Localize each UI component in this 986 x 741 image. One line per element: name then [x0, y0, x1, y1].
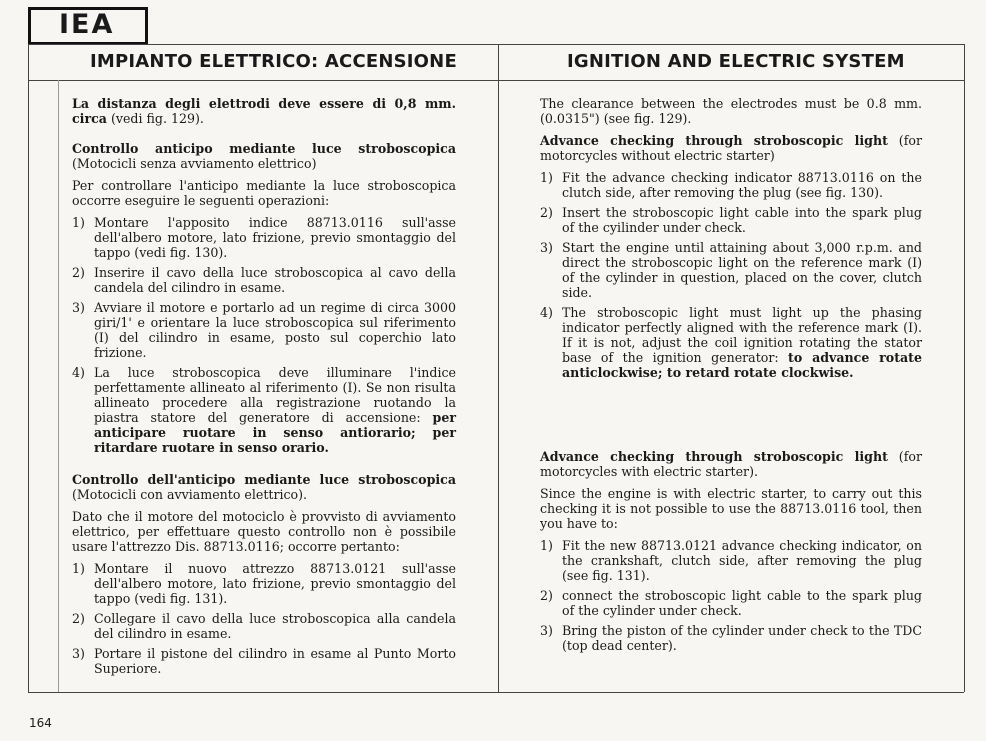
list-item: [540, 623, 922, 653]
left-section2-list: [72, 561, 456, 676]
list-text: Insert the stroboscopic light cable into the spark plug of the cyilinder under check.: [562, 205, 922, 235]
list-number: 1): [72, 561, 85, 576]
left-text-margin-line: [58, 80, 59, 692]
left-section1-title-bold: Controllo anticipo mediante luce stroboscopica: [72, 141, 456, 156]
frame-left: [28, 44, 29, 692]
list-item: [72, 215, 456, 260]
list-number: 2): [72, 611, 85, 626]
list-text: connect the stroboscopic light cable to the spark plug of the cylinder under check.: [562, 588, 922, 618]
list-number: 3): [72, 300, 85, 315]
list-text: Portare il pistone del cilindro in esame al Punto Morto Superiore.: [94, 646, 456, 676]
left-section2-paragraph: Dato che il motore del motociclo è provvisto di avviamento elettrico, per effettuare questo controllo non è possibile usare l'attrezzo Dis. 88713.0116; occorre pertanto:: [72, 509, 456, 554]
list-text: Avviare il motore e portarlo ad un regime di circa 3000 giri/1' e orientare la luce stroboscopica sul riferimento (I) del cilindro in esame, posto sul coperchio lato frizione.: [94, 300, 456, 360]
left-intro: [72, 96, 456, 126]
list-text-bold: to advance rotate anticlockwise; to retard rotate clockwise.: [562, 350, 923, 380]
left-intro-rest: (vedi fig. 129).: [110, 111, 204, 126]
right-section2-title-bold: Advance checking through stroboscopic light: [540, 449, 888, 464]
list-text: Fit the advance checking indicator 88713.0116 on the clutch side, after removing the plug (see fig. 130).: [562, 170, 922, 200]
list-number: 2): [540, 205, 553, 220]
list-item: [540, 240, 922, 300]
list-number: 3): [540, 623, 553, 638]
list-item: [540, 170, 922, 200]
list-text: The stroboscopic light must light up the phasing indicator perfectly aligned with the reference mark (I). If it is not, adjust the coil ignition rotating the stator base of the ignition generator:: [562, 305, 922, 365]
list-item: [72, 300, 456, 360]
left-section1-paragraph: Per controllare l'anticipo mediante la luce stroboscopica occorre eseguire le seguenti operazioni:: [72, 178, 456, 208]
list-number: 2): [540, 588, 553, 603]
column-divider: [498, 44, 499, 692]
right-section1-list: [540, 170, 922, 380]
left-section2-title: [72, 472, 456, 502]
right-section1-subtitle: (for motorcycles without electric starter): [540, 133, 922, 163]
list-item: [540, 305, 922, 380]
list-number: 2): [72, 265, 85, 280]
list-item: [72, 265, 456, 295]
left-column: [72, 96, 456, 683]
list-text: Bring the piston of the cylinder under check to the TDC (top dead center).: [562, 623, 922, 653]
right-section1-title: [540, 133, 922, 163]
list-number: 1): [540, 170, 553, 185]
left-section2-title-bold: Controllo dell'anticipo mediante luce stroboscopica: [72, 472, 456, 487]
list-text-bold: per anticipare ruotare in senso antiorario; per ritardare ruotare in senso orario.: [94, 410, 456, 455]
list-item: [540, 205, 922, 235]
right-section1-title-bold: Advance checking through stroboscopic light: [540, 133, 888, 148]
left-section2-subtitle: (Motocicli con avviamento elettrico).: [72, 487, 308, 502]
list-text: Fit the new 88713.0121 advance checking indicator, on the crankshaft, clutch side, after removing the plug (see fig. 131).: [562, 538, 922, 583]
left-section-heading: IMPIANTO ELETTRICO: ACCENSIONE: [90, 51, 457, 72]
right-section-heading: IGNITION AND ELECTRIC SYSTEM: [567, 51, 905, 72]
list-item: [540, 588, 922, 618]
list-item: [72, 365, 456, 455]
list-text: La luce stroboscopica deve illuminare l'indice perfettamente allineato al riferimento (I). Se non risulta allineato procedere alla registrazione ruotando la piastra statore del generatore di accensione:: [94, 365, 456, 425]
list-number: 3): [72, 646, 85, 661]
list-item: [540, 538, 922, 583]
list-text: Montare l'apposito indice 88713.0116 sull'asse dell'albero motore, lato frizione, previo smontaggio del tappo (vedi fig. 130).: [94, 215, 456, 260]
iea-logo: IEA: [28, 7, 148, 45]
left-section1-title: [72, 141, 456, 171]
list-number: 4): [72, 365, 85, 380]
right-intro: The clearance between the electrodes must be 0.8 mm. (0.0315") (see fig. 129).: [540, 96, 922, 126]
header-rule: [28, 80, 964, 81]
list-number: 1): [540, 538, 553, 553]
right-column: [540, 96, 922, 660]
list-text: Collegare il cavo della luce stroboscopica alla candela del cilindro in esame.: [94, 611, 456, 641]
list-item: [72, 561, 456, 606]
list-text: Start the engine until attaining about 3,000 r.p.m. and direct the stroboscopic light on the reference mark (I) of the cylinder in question, placed on the cover, clutch side.: [562, 240, 922, 300]
right-section2-paragraph: Since the engine is with electric starter, to carry out this checking it is not possible to use the 88713.0116 tool, then you have to:: [540, 486, 922, 531]
list-item: [72, 646, 456, 676]
bottom-rule: [28, 692, 964, 693]
list-text: Montare il nuovo attrezzo 88713.0121 sull'asse dell'albero motore, lato frizione, previo smontaggio del tappo (vedi fig. 131).: [94, 561, 456, 606]
list-item: [72, 611, 456, 641]
left-section1-subtitle: (Motocicli senza avviamento elettrico): [72, 156, 317, 171]
list-number: 1): [72, 215, 85, 230]
list-number: 4): [540, 305, 553, 320]
right-section2-subtitle: (for motorcycles with electric starter).: [540, 449, 922, 479]
left-section1-list: [72, 215, 456, 455]
left-intro-bold: La distanza degli elettrodi deve essere di 0,8 mm. circa: [72, 96, 456, 126]
right-section2-title: [540, 449, 922, 479]
right-section2-list: [540, 538, 922, 653]
list-text: Inserire il cavo della luce stroboscopica al cavo della candela del cilindro in esame.: [94, 265, 456, 295]
list-number: 3): [540, 240, 553, 255]
top-rule: [28, 44, 964, 45]
page-number: 164: [29, 716, 52, 730]
frame-right: [964, 44, 965, 692]
